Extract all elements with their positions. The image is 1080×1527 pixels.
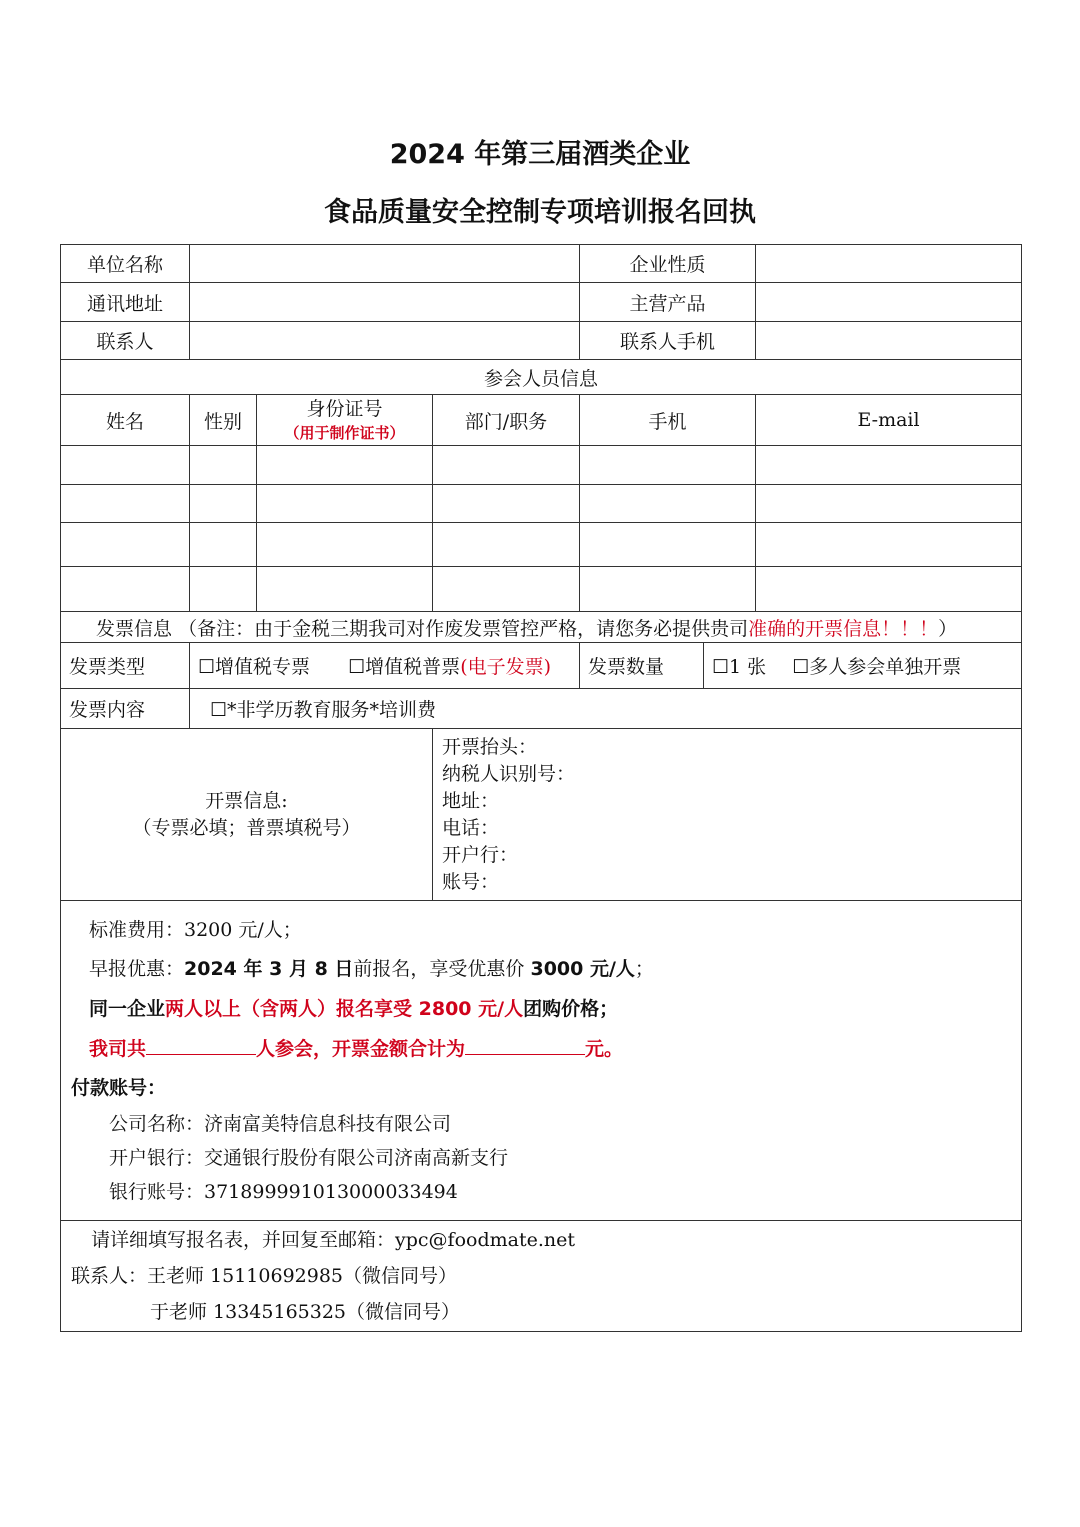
contact-cell xyxy=(61,1221,1022,1332)
address-label: 通讯地址 xyxy=(61,283,190,322)
table-row xyxy=(61,523,1022,567)
title-line-1: 2024 年第三届酒类企业 xyxy=(389,139,691,170)
fee-total: 我司共 人参会，开票金额合计为 元。 xyxy=(89,1038,624,1060)
product-field[interactable] xyxy=(756,283,1022,322)
invoice-qty-single-checkbox[interactable]: ☐1 张 xyxy=(712,656,767,678)
invoice-note-red: 准确的开票信息！！！ xyxy=(748,617,939,640)
billing-field-title: 开票抬头： xyxy=(442,735,538,758)
invoice-qty-label: 发票数量 xyxy=(580,643,704,689)
attendees-section-label: 参会人员信息 xyxy=(61,360,1022,395)
header-gender: 性别 xyxy=(190,395,257,446)
contact-instruction: 请详细填写报名表，并回复至邮箱：ypc@foodmate.net xyxy=(91,1229,575,1251)
product-label: 主营产品 xyxy=(580,283,756,322)
billing-info-note: （专票必填；普票填税号） xyxy=(132,816,361,839)
contact-person-2: 于老师 13345165325（微信同号） xyxy=(150,1301,461,1323)
invoice-info-row xyxy=(61,612,1022,643)
company-nature-label: 企业性质 xyxy=(580,245,756,283)
billing-info-label: 开票信息: xyxy=(205,789,288,812)
invoice-qty-multi-checkbox[interactable]: ☐多人参会单独开票 xyxy=(792,656,962,678)
billing-field-phone: 电话： xyxy=(442,816,500,839)
invoice-qty-options xyxy=(704,643,1022,689)
invoice-type-electronic-note: (电子发票) xyxy=(460,656,552,678)
header-id xyxy=(257,395,433,446)
header-name: 姓名 xyxy=(61,395,190,446)
payment-bank: 开户银行：交通银行股份有限公司济南高新支行 xyxy=(109,1147,509,1169)
invoice-type-normal-checkbox[interactable]: ☐增值税普票 xyxy=(348,656,461,678)
company-nature-field[interactable] xyxy=(756,245,1022,283)
fee-early-date: 2024 年 3 月 8 日 xyxy=(184,958,354,980)
billing-field-account: 账号： xyxy=(442,870,500,893)
billing-info-label-cell xyxy=(61,729,433,901)
contact-field[interactable] xyxy=(190,322,580,360)
title-line-2: 食品质量安全控制专项培训报名回执 xyxy=(324,197,756,228)
header-id-label: 身份证号 xyxy=(306,398,383,420)
fee-group-red: 两人以上（含两人）报名享受 2800 元/人 xyxy=(165,998,524,1020)
invoice-note-prefix: （备注：由于金税三期我司对作废发票管控严格，请您务必提供贵司 xyxy=(178,617,749,640)
fee-group: 同一企业两人以上（含两人）报名享受 2800 元/人团购价格； xyxy=(89,998,619,1020)
payment-company: 公司名称：济南富美特信息科技有限公司 xyxy=(109,1113,452,1135)
contact-phone-field[interactable] xyxy=(756,322,1022,360)
fee-standard: 标准费用：3200 元/人； xyxy=(89,919,302,941)
fee-early-price: 3000 元/人 xyxy=(530,958,635,980)
header-dept: 部门/职务 xyxy=(433,395,580,446)
header-email: E-mail xyxy=(756,395,1022,446)
payment-label: 付款账号： xyxy=(71,1077,167,1099)
contact-phone-label: 联系人手机 xyxy=(580,322,756,360)
invoice-info-label: 发票信息 xyxy=(96,617,173,640)
payment-account: 银行账号：371899991013000033494 xyxy=(109,1181,458,1203)
header-id-note: （用于制作证书） xyxy=(284,424,405,442)
company-name-field[interactable] xyxy=(190,245,580,283)
invoice-type-special-checkbox[interactable]: ☐增值税专票 xyxy=(198,656,311,678)
table-row xyxy=(61,567,1022,612)
company-name-label: 单位名称 xyxy=(61,245,190,283)
table-row xyxy=(61,485,1022,523)
invoice-content-label: 发票内容 xyxy=(61,689,190,729)
billing-field-bank: 开户行： xyxy=(442,843,519,866)
billing-field-address: 地址： xyxy=(442,789,500,812)
contact-label: 联系人 xyxy=(61,322,190,360)
invoice-type-options xyxy=(190,643,580,689)
invoice-content-checkbox[interactable]: ☐*非学历教育服务*培训费 xyxy=(190,689,1022,729)
fee-early: 早报优惠：2024 年 3 月 8 日前报名，享受优惠价 3000 元/人； xyxy=(89,958,654,980)
contact-person-1: 联系人：王老师 15110692985（微信同号） xyxy=(71,1265,458,1287)
invoice-amount-blank[interactable] xyxy=(465,1036,585,1055)
registration-form xyxy=(60,244,1022,1332)
header-phone: 手机 xyxy=(580,395,756,446)
address-field[interactable] xyxy=(190,283,580,322)
billing-field-tax-id: 纳税人识别号： xyxy=(442,762,576,785)
invoice-note-suffix: ） xyxy=(938,617,958,640)
attendee-count-blank[interactable] xyxy=(146,1036,256,1055)
fee-payment-cell xyxy=(61,901,1022,1221)
billing-fields-cell[interactable] xyxy=(433,729,1022,901)
invoice-type-label: 发票类型 xyxy=(61,643,190,689)
table-row xyxy=(61,446,1022,485)
